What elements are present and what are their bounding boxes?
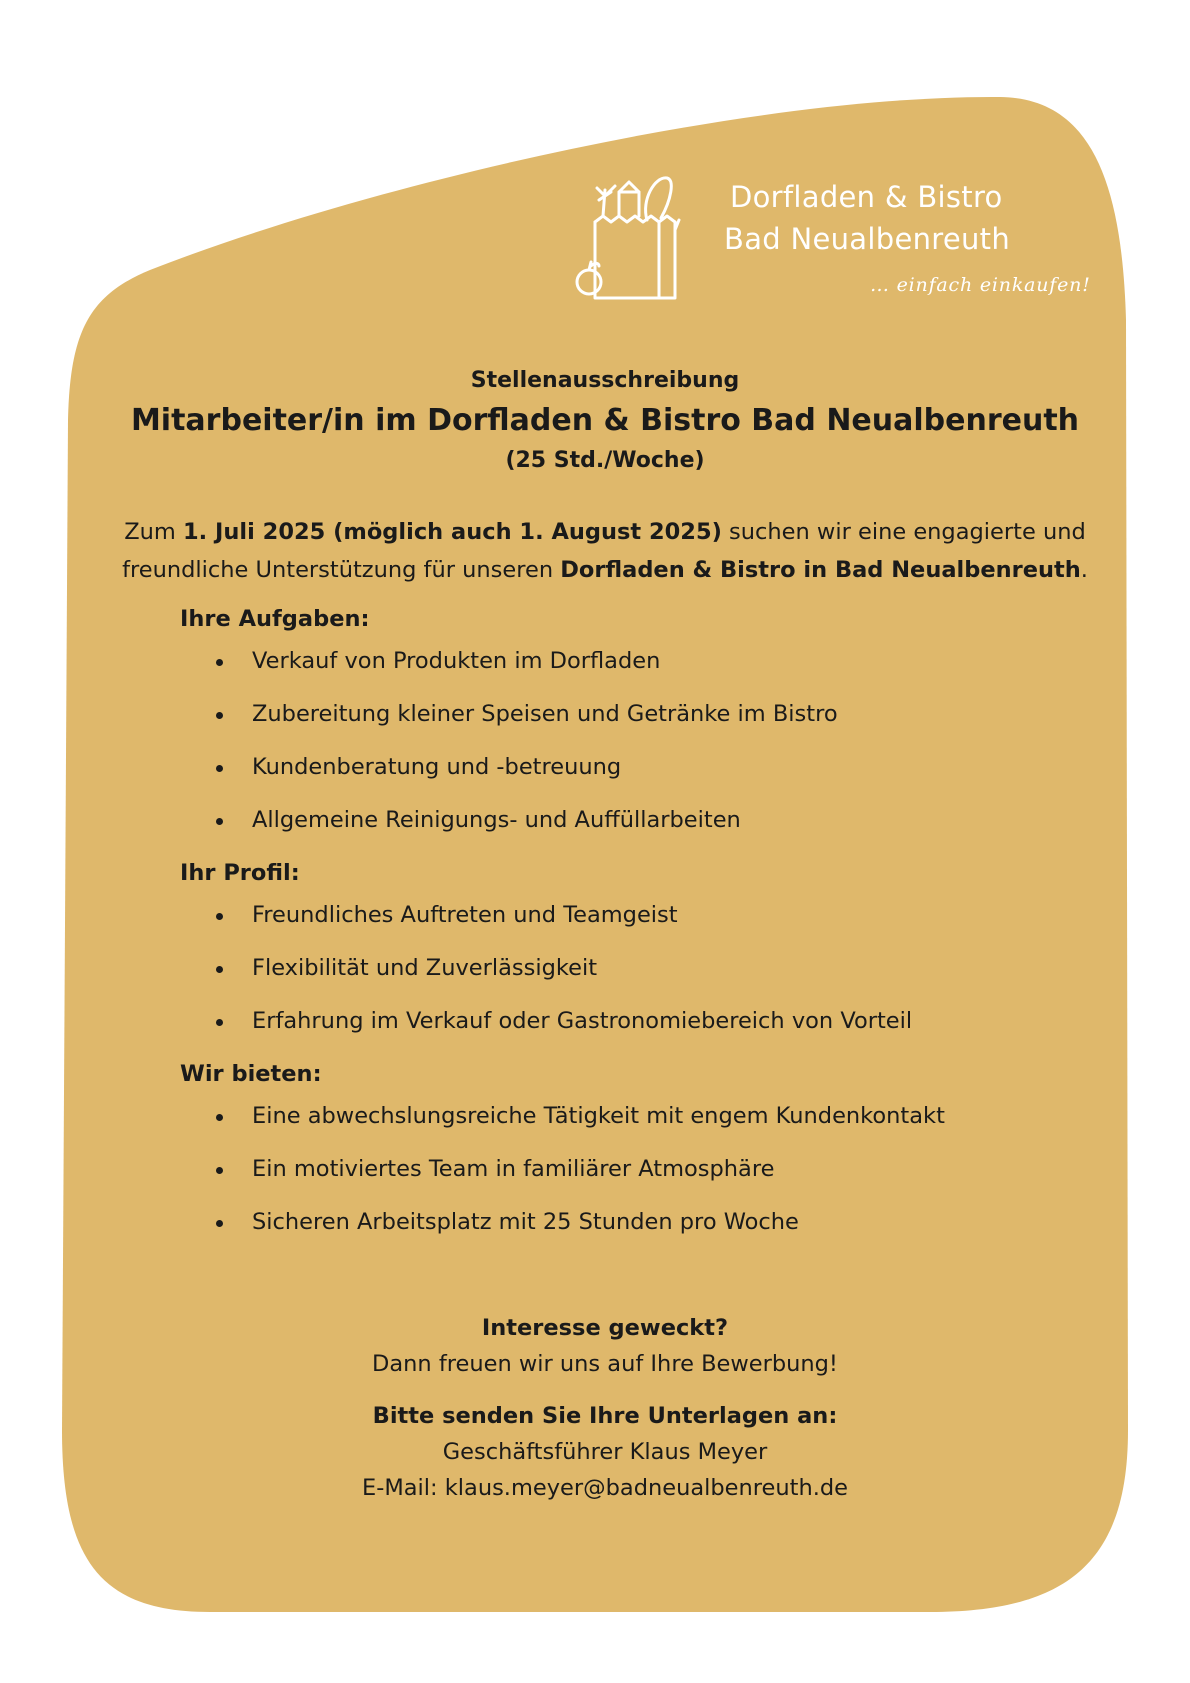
profile-list <box>180 899 1130 1037</box>
spacer <box>80 1382 1130 1398</box>
contact-name: Geschäftsführer Klaus Meyer <box>442 1439 768 1465</box>
brand-name <box>724 176 1110 260</box>
closing-block <box>80 1310 1130 1506</box>
list-item: Kundenberatung und -betreuung <box>252 751 1130 783</box>
list-item: Verkauf von Produkten im Dorfladen <box>252 645 1130 677</box>
intro-text-2: suchen wir eine engagierte und freundliche Unterstützung für unseren <box>122 519 1086 583</box>
list-item: Eine abwechslungsreiche Tätigkeit mit engem Kundenkontakt <box>252 1100 1130 1132</box>
list-item: Erfahrung im Verkauf oder Gastronomiebereich von Vorteil <box>252 1005 1130 1037</box>
brand-line-1: Dorfladen & Bistro <box>730 180 1003 214</box>
brand-slogan: … einfach einkaufen! <box>870 274 1091 296</box>
section-heading: Wir bieten: <box>180 1061 322 1087</box>
closing-question: Interesse geweckt? <box>481 1315 729 1341</box>
section-profile <box>180 857 1130 1037</box>
list-item: Allgemeine Reinigungs- und Auffüllarbeiten <box>252 804 1130 836</box>
grocery-bag-icon <box>575 170 695 305</box>
contact-email: E-Mail: klaus.meyer@badneualbenreuth.de <box>361 1475 848 1501</box>
offer-list <box>180 1100 1130 1238</box>
list-item: Zubereitung kleiner Speisen und Getränke im Bistro <box>252 698 1130 730</box>
section-heading: Ihr Profil: <box>180 860 300 886</box>
intro-start-date: 1. Juli 2025 (möglich auch 1. August 2025) <box>182 519 722 545</box>
posting-title: Mitarbeiter/in im Dorfladen & Bistro Bad Neualbenreuth <box>130 403 1080 438</box>
intro-text-1: Zum <box>124 519 183 545</box>
intro-paragraph <box>80 513 1130 589</box>
closing-invite: Dann freuen wir uns auf Ihre Bewerbung! <box>372 1351 838 1377</box>
intro-workplace: Dorfladen & Bistro in Bad Neualbenreuth <box>560 557 1081 583</box>
list-item: Freundliches Auftreten und Teamgeist <box>252 899 1130 931</box>
posting-hours: (25 Std./Woche) <box>505 448 705 473</box>
list-item: Flexibilität und Zuverlässigkeit <box>252 952 1130 984</box>
send-heading: Bitte senden Sie Ihre Unterlagen an: <box>372 1403 838 1429</box>
intro-text-3: . <box>1080 557 1088 583</box>
section-tasks <box>180 603 1130 836</box>
brand-line-2: Bad Neualbenreuth <box>724 222 1011 256</box>
section-offer <box>180 1058 1130 1238</box>
list-item: Ein motiviertes Team in familiärer Atmosphäre <box>252 1153 1130 1185</box>
list-item: Sicheren Arbeitsplatz mit 25 Stunden pro Woche <box>252 1206 1130 1238</box>
job-posting <box>80 365 1130 1506</box>
section-heading: Ihre Aufgaben: <box>180 606 370 632</box>
posting-overline: Stellenausschreibung <box>470 368 740 393</box>
task-list <box>180 645 1130 836</box>
